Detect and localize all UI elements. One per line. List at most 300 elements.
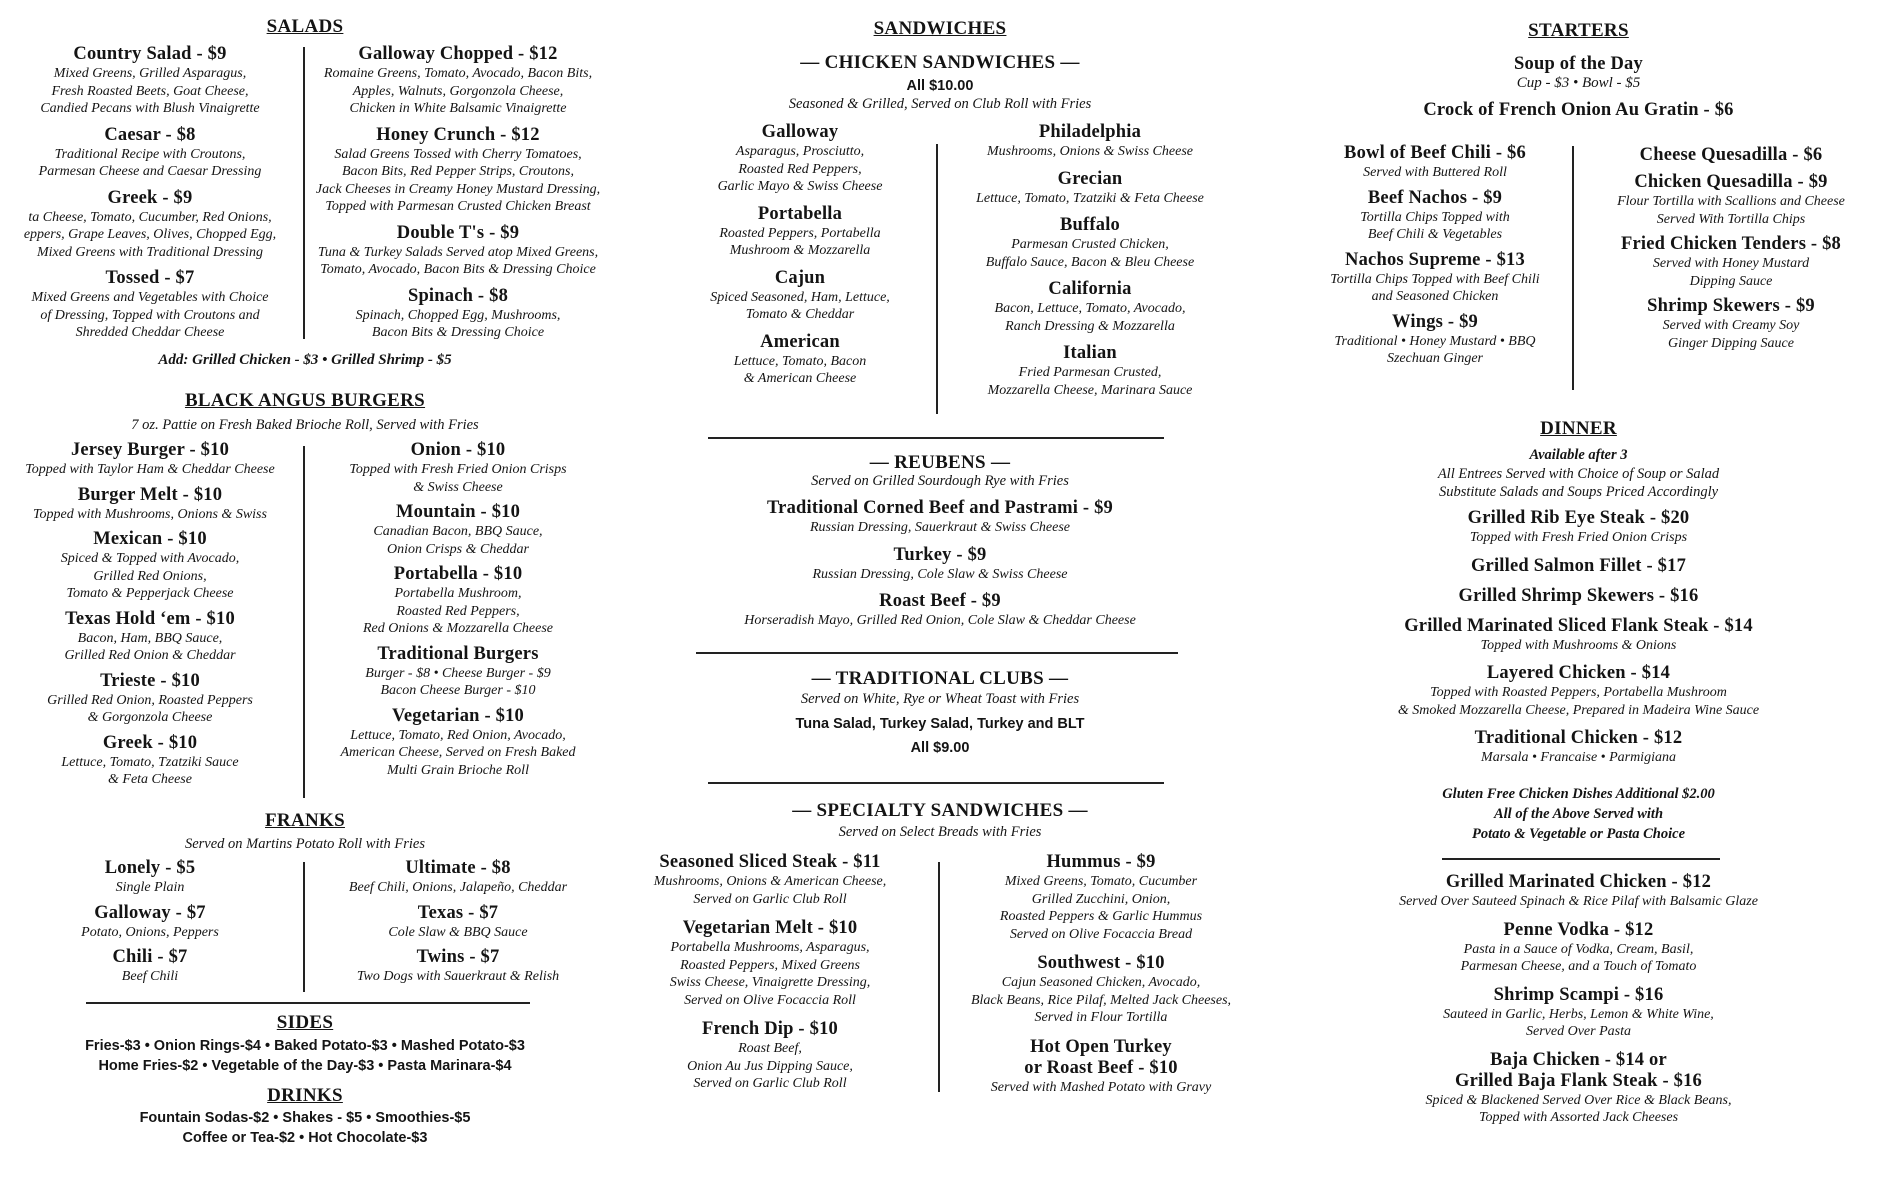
menu-item: [620, 1019, 920, 1093]
menu-item: [0, 609, 300, 665]
menu-item: [1270, 920, 1887, 976]
menu-item-description: Onion Au Jus Dipping Sauce,: [687, 1058, 853, 1074]
menu-item-name: Southwest - $10: [1037, 953, 1165, 973]
dinner-note-2: Substitute Salads and Soups Priced Accordingly: [1438, 484, 1719, 500]
menu-item-name: Bowl of Beef Chili - $6: [1344, 143, 1526, 163]
menu-item-description: Mixed Greens, Grilled Asparagus,: [53, 66, 247, 81]
divider: [1572, 146, 1574, 390]
menu-item-description: Ranch Dressing & Mozzarella: [1005, 318, 1175, 334]
menu-item-description: Cole Slaw & BBQ Sauce: [388, 924, 528, 940]
menu-item: [620, 852, 920, 908]
menu-item: [1270, 1050, 1887, 1127]
menu-item-name: Traditional Chicken - $12: [1474, 728, 1683, 748]
menu-item-description: Spiced & Topped with Avocado,: [60, 551, 240, 566]
menu-item-name: Grilled Baja Flank Steak - $16: [1454, 1070, 1703, 1091]
sandwiches-title: SANDWICHES: [873, 18, 1007, 39]
menu-item-name: Galloway - $7: [94, 902, 206, 923]
menu-item-description: Dipping Sauce: [1689, 273, 1773, 289]
menu-item-description: Parmesan Cheese, and a Touch of Tomato: [1460, 959, 1697, 974]
soup-of-the-day: [1270, 54, 1887, 93]
divider: [303, 47, 305, 339]
menu-item-description: American Cheese, Served on Fresh Baked: [340, 745, 576, 760]
menu-item-description: Mushrooms, Onions & Swiss Cheese: [987, 144, 1193, 159]
menu-item-description: Beef Chili, Onions, Jalapeño, Cheddar: [348, 880, 568, 895]
burgers-title: BLACK ANGUS BURGERS: [184, 390, 426, 411]
salads-addon: Add: Grilled Chicken - $3 • Grilled Shrimp - $5: [158, 352, 452, 368]
menu-item: [940, 122, 1240, 161]
menu-item: [660, 122, 940, 196]
clubs-note: Served on White, Rye or Wheat Toast with Fries: [800, 691, 1080, 707]
menu-item: [306, 286, 610, 342]
menu-item: [942, 852, 1260, 943]
menu-item-description: Potato, Onions, Peppers: [81, 924, 219, 940]
menu-item: [306, 644, 610, 700]
starters-title: STARTERS: [1528, 20, 1629, 41]
menu-item-description: Salad Greens Tossed with Cherry Tomatoes,: [334, 146, 582, 162]
menu-item: [1270, 728, 1887, 767]
menu-item-description: Beef Chili: [121, 969, 179, 984]
menu-item-name: Spinach - $8: [407, 285, 509, 306]
salads-left-list: [0, 44, 300, 342]
menu-item-name: Vegetarian - $10: [392, 705, 524, 726]
menu-item-description: Mixed Greens and Vegetables with Choice: [31, 290, 269, 305]
menu-item: [620, 498, 1260, 537]
menu-item-description: Grilled Red Onions,: [93, 568, 207, 584]
menu-item: [1290, 143, 1580, 182]
menu-item-name: Texas Hold ‘em - $10: [65, 608, 235, 629]
divider: [303, 862, 305, 992]
menu-item-description: Romaine Greens, Tomato, Avocado, Bacon Bits,: [323, 66, 593, 81]
menu-item: [620, 918, 920, 1009]
menu-item: [620, 545, 1260, 584]
menu-item-description: & Smoked Mozzarella Cheese, Prepared in Madeira Wine Sauce: [1397, 702, 1760, 718]
menu-item-name: Seasoned Sliced Steak - $11: [659, 852, 881, 872]
dinner-list-b: [1270, 872, 1887, 1127]
menu-item-name: Mexican - $10: [93, 529, 207, 549]
menu-item-name: Cajun: [774, 267, 826, 288]
menu-item: [0, 188, 300, 262]
clubs-line-1: Tuna Salad, Turkey Salad, Turkey and BLT: [795, 716, 1085, 732]
menu-item-description: and Seasoned Chicken: [1371, 289, 1499, 304]
menu-item-description: Asparagus, Prosciutto,: [735, 144, 865, 159]
menu-item-description: Served with Mashed Potato with Gravy: [990, 1079, 1212, 1095]
menu-item-description: & Gorgonzola Cheese: [87, 710, 213, 725]
menu-item: [660, 332, 940, 388]
menu-item-description: Topped with Taylor Ham & Cheddar Cheese: [25, 462, 275, 477]
menu-item-description: Mozzarella Cheese, Marinara Sauce: [987, 382, 1193, 398]
chicken-sandwiches-note: Seasoned & Grilled, Served on Club Roll with Fries: [788, 96, 1092, 112]
menu-item-description: Grilled Red Onion, Roasted Peppers: [47, 692, 253, 708]
drinks-line-2: Coffee or Tea-$2 • Hot Chocolate-$3: [182, 1130, 428, 1146]
sides-line-1: Fries-$3 • Onion Rings-$4 • Baked Potato-$3 • Mashed Potato-$3: [85, 1038, 525, 1054]
menu-item-name: Lonely - $5: [104, 858, 196, 878]
menu-item-name: Beef Nachos - $9: [1367, 187, 1503, 208]
reubens-note: Served on Grilled Sourdough Rye with Fries: [811, 473, 1069, 489]
menu-item-name: Texas - $7: [417, 902, 499, 923]
menu-item-description: Flour Tortilla with Scallions and Cheese: [1617, 194, 1845, 209]
menu-item-name: Country Salad - $9: [73, 44, 227, 64]
divider: [708, 437, 1164, 439]
menu-item-name: Galloway Chopped - $12: [358, 44, 558, 64]
menu-item-description: Pasta in a Sauce of Vodka, Cream, Basil,: [1463, 941, 1694, 957]
burgers-note: 7 oz. Pattie on Fresh Baked Brioche Roll, Served with Fries: [131, 417, 479, 433]
menu-item: [1270, 586, 1887, 607]
menu-item-description: Buffalo Sauce, Bacon & Bleu Cheese: [985, 254, 1195, 270]
specialty-note: Served on Select Breads with Fries: [838, 824, 1042, 840]
menu-item-description: Cajun Seasoned Chicken, Avocado,: [1001, 975, 1201, 990]
menu-item-description: Grilled Zucchini, Onion,: [1031, 891, 1171, 907]
menu-item-name: Shrimp Skewers - $9: [1647, 296, 1815, 316]
menu-item-description: Szechuan Ginger: [1386, 351, 1484, 366]
menu-item-description: Served on Garlic Club Roll: [693, 1076, 847, 1091]
menu-item-name: Wings - $9: [1392, 311, 1478, 332]
menu-item-description: Bacon, Ham, BBQ Sauce,: [77, 630, 223, 646]
menu-item: [1290, 188, 1580, 244]
menu-item-description: Portabella Mushroom,: [394, 586, 522, 601]
menu-item-description: Served on Olive Focaccia Bread: [1009, 926, 1193, 942]
menu-item-description: Spiced Seasoned, Ham, Lettuce,: [710, 289, 890, 305]
menu-item: [0, 903, 300, 942]
menu-item: [0, 671, 300, 727]
menu-item-description: Served Over Sauteed Spinach & Rice Pilaf with Balsamic Glaze: [1399, 894, 1758, 909]
starters-right-list: [1575, 145, 1887, 352]
menu-item-name: Jersey Burger - $10: [70, 440, 230, 460]
menu-item-name: Traditional Burgers: [377, 643, 539, 664]
divider: [708, 782, 1164, 784]
menu-item-description: Lettuce, Tomato, Tzatziki Sauce: [61, 754, 239, 770]
menu-item-description: Served with Buttered Roll: [1363, 165, 1507, 180]
divider: [696, 652, 1178, 654]
dinner-title: DINNER: [1540, 418, 1617, 439]
menu-item-description: Onion Crisps & Cheddar: [387, 541, 529, 557]
menu-item-description: Bacon Bits & Dressing Choice: [371, 325, 545, 340]
drinks-line-1: Fountain Sodas-$2 • Shakes - $5 • Smoothies-$5: [139, 1110, 471, 1126]
menu-item: [1290, 250, 1580, 306]
menu-item: [0, 125, 300, 181]
dinner-list-a: [1270, 508, 1887, 767]
menu-item-description: Topped with Assorted Jack Cheeses: [1478, 1110, 1679, 1125]
sides-title: SIDES: [276, 1012, 334, 1033]
menu-item-description: Tomato & Cheddar: [745, 307, 855, 322]
menu-item: [306, 223, 610, 279]
menu-item-description: Horseradish Mayo, Grilled Red Onion, Cole Slaw & Cheddar Cheese: [744, 613, 1136, 628]
menu-item-description: Mixed Greens with Traditional Dressing: [36, 244, 264, 260]
chicken-left-list: [660, 122, 940, 388]
menu-item-name: Portabella: [757, 203, 843, 224]
menu-item: [660, 268, 940, 324]
menu-item-description: Served with Creamy Soy: [1662, 318, 1800, 333]
menu-item-name: Buffalo: [1060, 215, 1120, 235]
menu-item: [1270, 508, 1887, 547]
sides-line-2: Home Fries-$2 • Vegetable of the Day-$3 • Pasta Marinara-$4: [98, 1058, 512, 1074]
dinner-note-1: All Entrees Served with Choice of Soup or Salad: [1437, 466, 1720, 482]
menu-item: [0, 44, 300, 118]
menu-item: [660, 204, 940, 260]
menu-item-name: Grilled Rib Eye Steak - $20: [1467, 508, 1690, 528]
menu-item-name: Nachos Supreme - $13: [1345, 249, 1525, 270]
specialty-title: — SPECIALTY SANDWICHES —: [792, 800, 1088, 821]
specialty-left-list: [620, 852, 920, 1093]
burgers-left-list: [0, 440, 300, 789]
menu-item-name: Portabella - $10: [393, 564, 523, 584]
menu-item: [1575, 234, 1887, 290]
specialty-right-list: [942, 852, 1260, 1096]
menu-item: [940, 343, 1240, 399]
menu-item-description: Served with Honey Mustard: [1652, 256, 1810, 271]
menu-item: [306, 903, 610, 942]
menu-item-name: Hummus - $9: [1046, 852, 1156, 872]
menu-item-name: Grilled Shrimp Skewers - $16: [1458, 585, 1699, 606]
menu-item-description: Portabella Mushrooms, Asparagus,: [670, 940, 870, 955]
menu-item-description: Beef Chili & Vegetables: [1367, 227, 1503, 242]
menu-item-name: Grecian: [1057, 168, 1123, 189]
menu-item-description: Topped with Parmesan Crusted Chicken Breast: [325, 199, 591, 214]
menu-item-name: Mountain - $10: [395, 502, 521, 522]
menu-item-name: Burger Melt - $10: [77, 484, 223, 505]
reubens-title: — REUBENS —: [869, 452, 1011, 473]
chicken-sandwiches-price: All $10.00: [906, 78, 974, 94]
soup-price: Cup - $3 • Bowl - $5: [1516, 75, 1641, 91]
gluten-free-note: Gluten Free Chicken Dishes Additional $2.00: [1442, 786, 1715, 802]
menu-item-description: & Feta Cheese: [108, 772, 192, 787]
divider: [938, 862, 940, 1092]
divider: [1442, 858, 1720, 860]
menu-item-name: Greek - $9: [107, 187, 193, 208]
menu-item-description: Topped with Mushrooms & Onions: [1480, 637, 1677, 653]
menu-item: [0, 529, 300, 603]
menu-item: [306, 44, 610, 118]
menu-item-description: Canadian Bacon, BBQ Sauce,: [373, 524, 543, 539]
menu-item-description: Grilled Red Onion & Cheddar: [64, 648, 236, 663]
menu-item: [942, 1037, 1260, 1097]
menu-item: [940, 279, 1240, 335]
menu-item-description: Tortilla Chips Topped with Beef Chili: [1330, 271, 1540, 287]
menu-item: [0, 485, 300, 524]
menu-item-description: Lettuce, Tomato, Bacon: [733, 353, 867, 369]
menu-item-name: Cheese Quesadilla - $6: [1639, 145, 1823, 165]
menu-item-description: Tortilla Chips Topped with: [1360, 209, 1510, 225]
menu-item-name: Traditional Corned Beef and Pastrami - $9: [767, 498, 1113, 518]
menu-item-description: Roasted Peppers, Mixed Greens: [680, 957, 860, 973]
franks-left-list: [0, 858, 300, 986]
menu-item-description: Topped with Fresh Fried Onion Crisps: [349, 462, 567, 477]
menu-item: [1575, 145, 1887, 166]
menu-item: [942, 953, 1260, 1027]
menu-item-description: Roast Beef,: [738, 1041, 802, 1056]
menu-item-description: Two Dogs with Sauerkraut & Relish: [356, 969, 560, 984]
menu-item-description: Lettuce, Tomato, Tzatziki & Feta Cheese: [976, 190, 1204, 206]
menu-item-description: Apples, Walnuts, Gorgonzola Cheese,: [352, 83, 564, 99]
franks-title: FRANKS: [265, 810, 345, 831]
menu-item-description: Shredded Cheddar Cheese: [75, 325, 225, 340]
menu-item-name: Shrimp Scampi - $16: [1493, 984, 1664, 1005]
menu-item: [940, 215, 1240, 271]
menu-item-description: Red Onions & Mozzarella Cheese: [362, 621, 553, 636]
menu-item-name: Chicken Quesadilla - $9: [1634, 172, 1828, 192]
menu-item-description: Roasted Peppers, Portabella: [719, 225, 881, 241]
chicken-right-list: [940, 122, 1240, 399]
menu-item-description: Multi Grain Brioche Roll: [387, 762, 529, 778]
menu-item-description: Russian Dressing, Cole Slaw & Swiss Cheese: [812, 566, 1068, 582]
menu-item-description: Spiced & Blackened Served Over Rice & Black Beans,: [1425, 1092, 1732, 1108]
menu-item-description: Served Over Pasta: [1526, 1024, 1631, 1039]
menu-item-description: Mixed Greens, Tomato, Cucumber: [1004, 874, 1198, 889]
menu-item: [1270, 985, 1887, 1041]
reubens-list: [620, 498, 1260, 630]
menu-item-name: Layered Chicken - $14: [1486, 663, 1671, 683]
drinks-title: DRINKS: [267, 1085, 343, 1106]
menu-item-name: Grilled Marinated Chicken - $12: [1445, 872, 1712, 892]
menu-item-description: Traditional • Honey Mustard • BBQ: [1334, 333, 1536, 349]
menu-item-name: Baja Chicken - $14 or: [1490, 1049, 1667, 1070]
menu-item-description: Lettuce, Tomato, Red Onion, Avocado,: [350, 727, 566, 743]
menu-item: [1575, 172, 1887, 228]
menu-item: [0, 440, 300, 479]
menu-item: [0, 947, 300, 986]
crock-french-onion: [1270, 100, 1887, 121]
menu-item-description: Ginger Dipping Sauce: [1668, 335, 1794, 351]
menu-item-name: Fried Chicken Tenders - $8: [1620, 234, 1842, 254]
menu-item: [1290, 312, 1580, 368]
starters-left-list: [1290, 143, 1580, 368]
menu-item-description: Tomato, Avocado, Bacon Bits & Dressing Choice: [320, 262, 596, 277]
menu-item-description: Roasted Peppers & Garlic Hummus: [999, 909, 1203, 924]
clubs-line-2: All $9.00: [910, 740, 970, 756]
menu-item-name: Chili - $7: [112, 947, 188, 967]
menu-item-description: Mushrooms, Onions & American Cheese,: [653, 874, 887, 889]
menu-item-name: Onion - $10: [410, 440, 506, 460]
menu-item: [0, 733, 300, 789]
menu-item-name: California: [1048, 279, 1132, 299]
menu-item-name: Grilled Marinated Sliced Flank Steak - $14: [1404, 615, 1753, 636]
soup-name: Soup of the Day: [1514, 54, 1643, 74]
menu-item: [1270, 556, 1887, 577]
menu-item: [306, 858, 610, 897]
menu-item-name: Greek - $10: [102, 732, 198, 753]
menu-item-name: Hot Open Turkey: [1030, 1036, 1172, 1057]
menu-item-description: Jack Cheeses in Creamy Honey Mustard Dressing,: [315, 181, 601, 197]
clubs-title: — TRADITIONAL CLUBS —: [811, 668, 1069, 689]
menu-item-description: Tuna & Turkey Salads Served atop Mixed Greens,: [317, 244, 599, 260]
menu-item: [1270, 872, 1887, 911]
menu-item-description: Fried Parmesan Crusted,: [1018, 365, 1162, 380]
menu-item: [306, 125, 610, 216]
menu-item-description: Candied Pecans with Blush Vinaigrette: [40, 101, 260, 116]
menu-item: [0, 858, 300, 897]
menu-item-name: Ultimate - $8: [405, 858, 511, 878]
menu-item-description: Served in Flour Tortilla: [1034, 1010, 1168, 1025]
menu-item-description: Bacon, Lettuce, Tomato, Avocado,: [994, 301, 1186, 316]
franks-right-list: [306, 858, 610, 986]
menu-item-description: Traditional Recipe with Croutons,: [54, 146, 246, 162]
potato-choice-note: Potato & Vegetable or Pasta Choice: [1471, 826, 1686, 842]
menu-item-description: Bacon Cheese Burger - $10: [380, 683, 536, 698]
menu-item-name: Galloway: [761, 122, 839, 142]
crock-name: Crock of French Onion Au Gratin - $6: [1423, 100, 1734, 120]
menu-item-description: Bacon Bits, Red Pepper Strips, Croutons,: [341, 164, 575, 179]
menu-item: [1575, 296, 1887, 352]
menu-item: [306, 440, 610, 496]
menu-item-name: French Dip - $10: [702, 1019, 838, 1039]
menu-item-name: Turkey - $9: [893, 544, 987, 565]
menu-item-name: Tossed - $7: [105, 268, 195, 288]
menu-item: [306, 947, 610, 986]
menu-item-name: American: [760, 331, 840, 352]
menu-item-name: Roast Beef - $9: [879, 591, 1001, 611]
menu-item-description: eppers, Grape Leaves, Olives, Chopped Egg,: [23, 227, 277, 242]
menu-item-description: & Swiss Cheese: [413, 479, 503, 495]
menu-item-description: Black Beans, Rice Pilaf, Melted Jack Cheeses,: [970, 992, 1232, 1008]
menu-item-name: Honey Crunch - $12: [376, 124, 540, 145]
menu-item-description: Swiss Cheese, Vinaigrette Dressing,: [669, 975, 871, 990]
menu-item-description: Fresh Roasted Beets, Goat Cheese,: [51, 83, 249, 99]
menu-item-description: Parmesan Cheese and Caesar Dressing: [38, 164, 262, 179]
divider: [86, 1002, 530, 1004]
burgers-right-list: [306, 440, 610, 779]
menu-item-name: Italian: [1063, 343, 1117, 363]
menu-item-description: Chicken in White Balsamic Vinaigrette: [349, 101, 567, 116]
menu-item-description: Topped with Fresh Fried Onion Crisps: [1469, 530, 1688, 545]
served-with-note: All of the Above Served with: [1493, 806, 1664, 822]
menu-item-description: Topped with Roasted Peppers, Portabella Mushroom: [1430, 685, 1727, 700]
menu-item-description: Russian Dressing, Sauerkraut & Swiss Cheese: [809, 520, 1071, 535]
salads-right-list: [306, 44, 610, 342]
menu-item-name: Twins - $7: [416, 947, 500, 967]
menu-item-description: Roasted Red Peppers,: [738, 161, 862, 177]
menu-item-description: Burger - $8 • Cheese Burger - $9: [365, 665, 551, 681]
menu-item-description: Served on Garlic Club Roll: [693, 891, 847, 907]
menu-item-name: Grilled Salmon Fillet - $17: [1470, 555, 1687, 576]
menu-item-name: Penne Vodka - $12: [1503, 919, 1654, 940]
menu-item-name: or Roast Beef - $10: [1024, 1057, 1178, 1078]
menu-item: [620, 591, 1260, 630]
menu-item-description: Tomato & Pepperjack Cheese: [66, 586, 234, 601]
menu-item: [1270, 616, 1887, 655]
menu-item: [306, 564, 610, 638]
menu-item-description: Mushroom & Mozzarella: [729, 243, 871, 258]
divider: [303, 446, 305, 798]
menu-item-description: ta Cheese, Tomato, Cucumber, Red Onions,: [28, 209, 272, 225]
menu-item-description: of Dressing, Topped with Croutons and: [40, 307, 260, 323]
menu-item-description: Topped with Mushrooms, Onions & Swiss: [33, 506, 267, 522]
menu-item-description: Marsala • Francaise • Parmigiana: [1481, 750, 1676, 765]
menu-item-description: Garlic Mayo & Swiss Cheese: [717, 179, 883, 194]
dinner-available: Available after 3: [1529, 447, 1628, 463]
menu-item: [306, 502, 610, 558]
menu-item-description: Served on Olive Focaccia Roll: [684, 992, 856, 1008]
menu-item-description: & American Cheese: [743, 371, 857, 386]
menu-item-description: Served With Tortilla Chips: [1656, 211, 1806, 227]
menu-item: [306, 706, 610, 780]
menu-item: [0, 268, 300, 342]
divider: [936, 144, 938, 414]
menu-item: [940, 169, 1240, 208]
menu-item: [1270, 663, 1887, 719]
menu-item-description: Sauteed in Garlic, Herbs, Lemon & White Wine,: [1443, 1006, 1714, 1022]
menu-item-name: Double T's - $9: [396, 222, 520, 243]
menu-item-description: Single Plain: [115, 880, 185, 895]
chicken-sandwiches-title: — CHICKEN SANDWICHES —: [800, 52, 1080, 73]
salads-title: SALADS: [266, 16, 344, 37]
menu-item-name: Trieste - $10: [100, 670, 200, 691]
menu-item-name: Caesar - $8: [104, 124, 196, 145]
franks-note: Served on Martins Potato Roll with Fries: [184, 836, 426, 852]
menu-item-name: Vegetarian Melt - $10: [682, 918, 858, 938]
menu-item-description: Roasted Red Peppers,: [396, 603, 520, 619]
menu-item-description: Spinach, Chopped Egg, Mushrooms,: [355, 307, 561, 323]
menu-item-description: Parmesan Crusted Chicken,: [1011, 237, 1169, 252]
menu-item-name: Philadelphia: [1038, 122, 1142, 142]
